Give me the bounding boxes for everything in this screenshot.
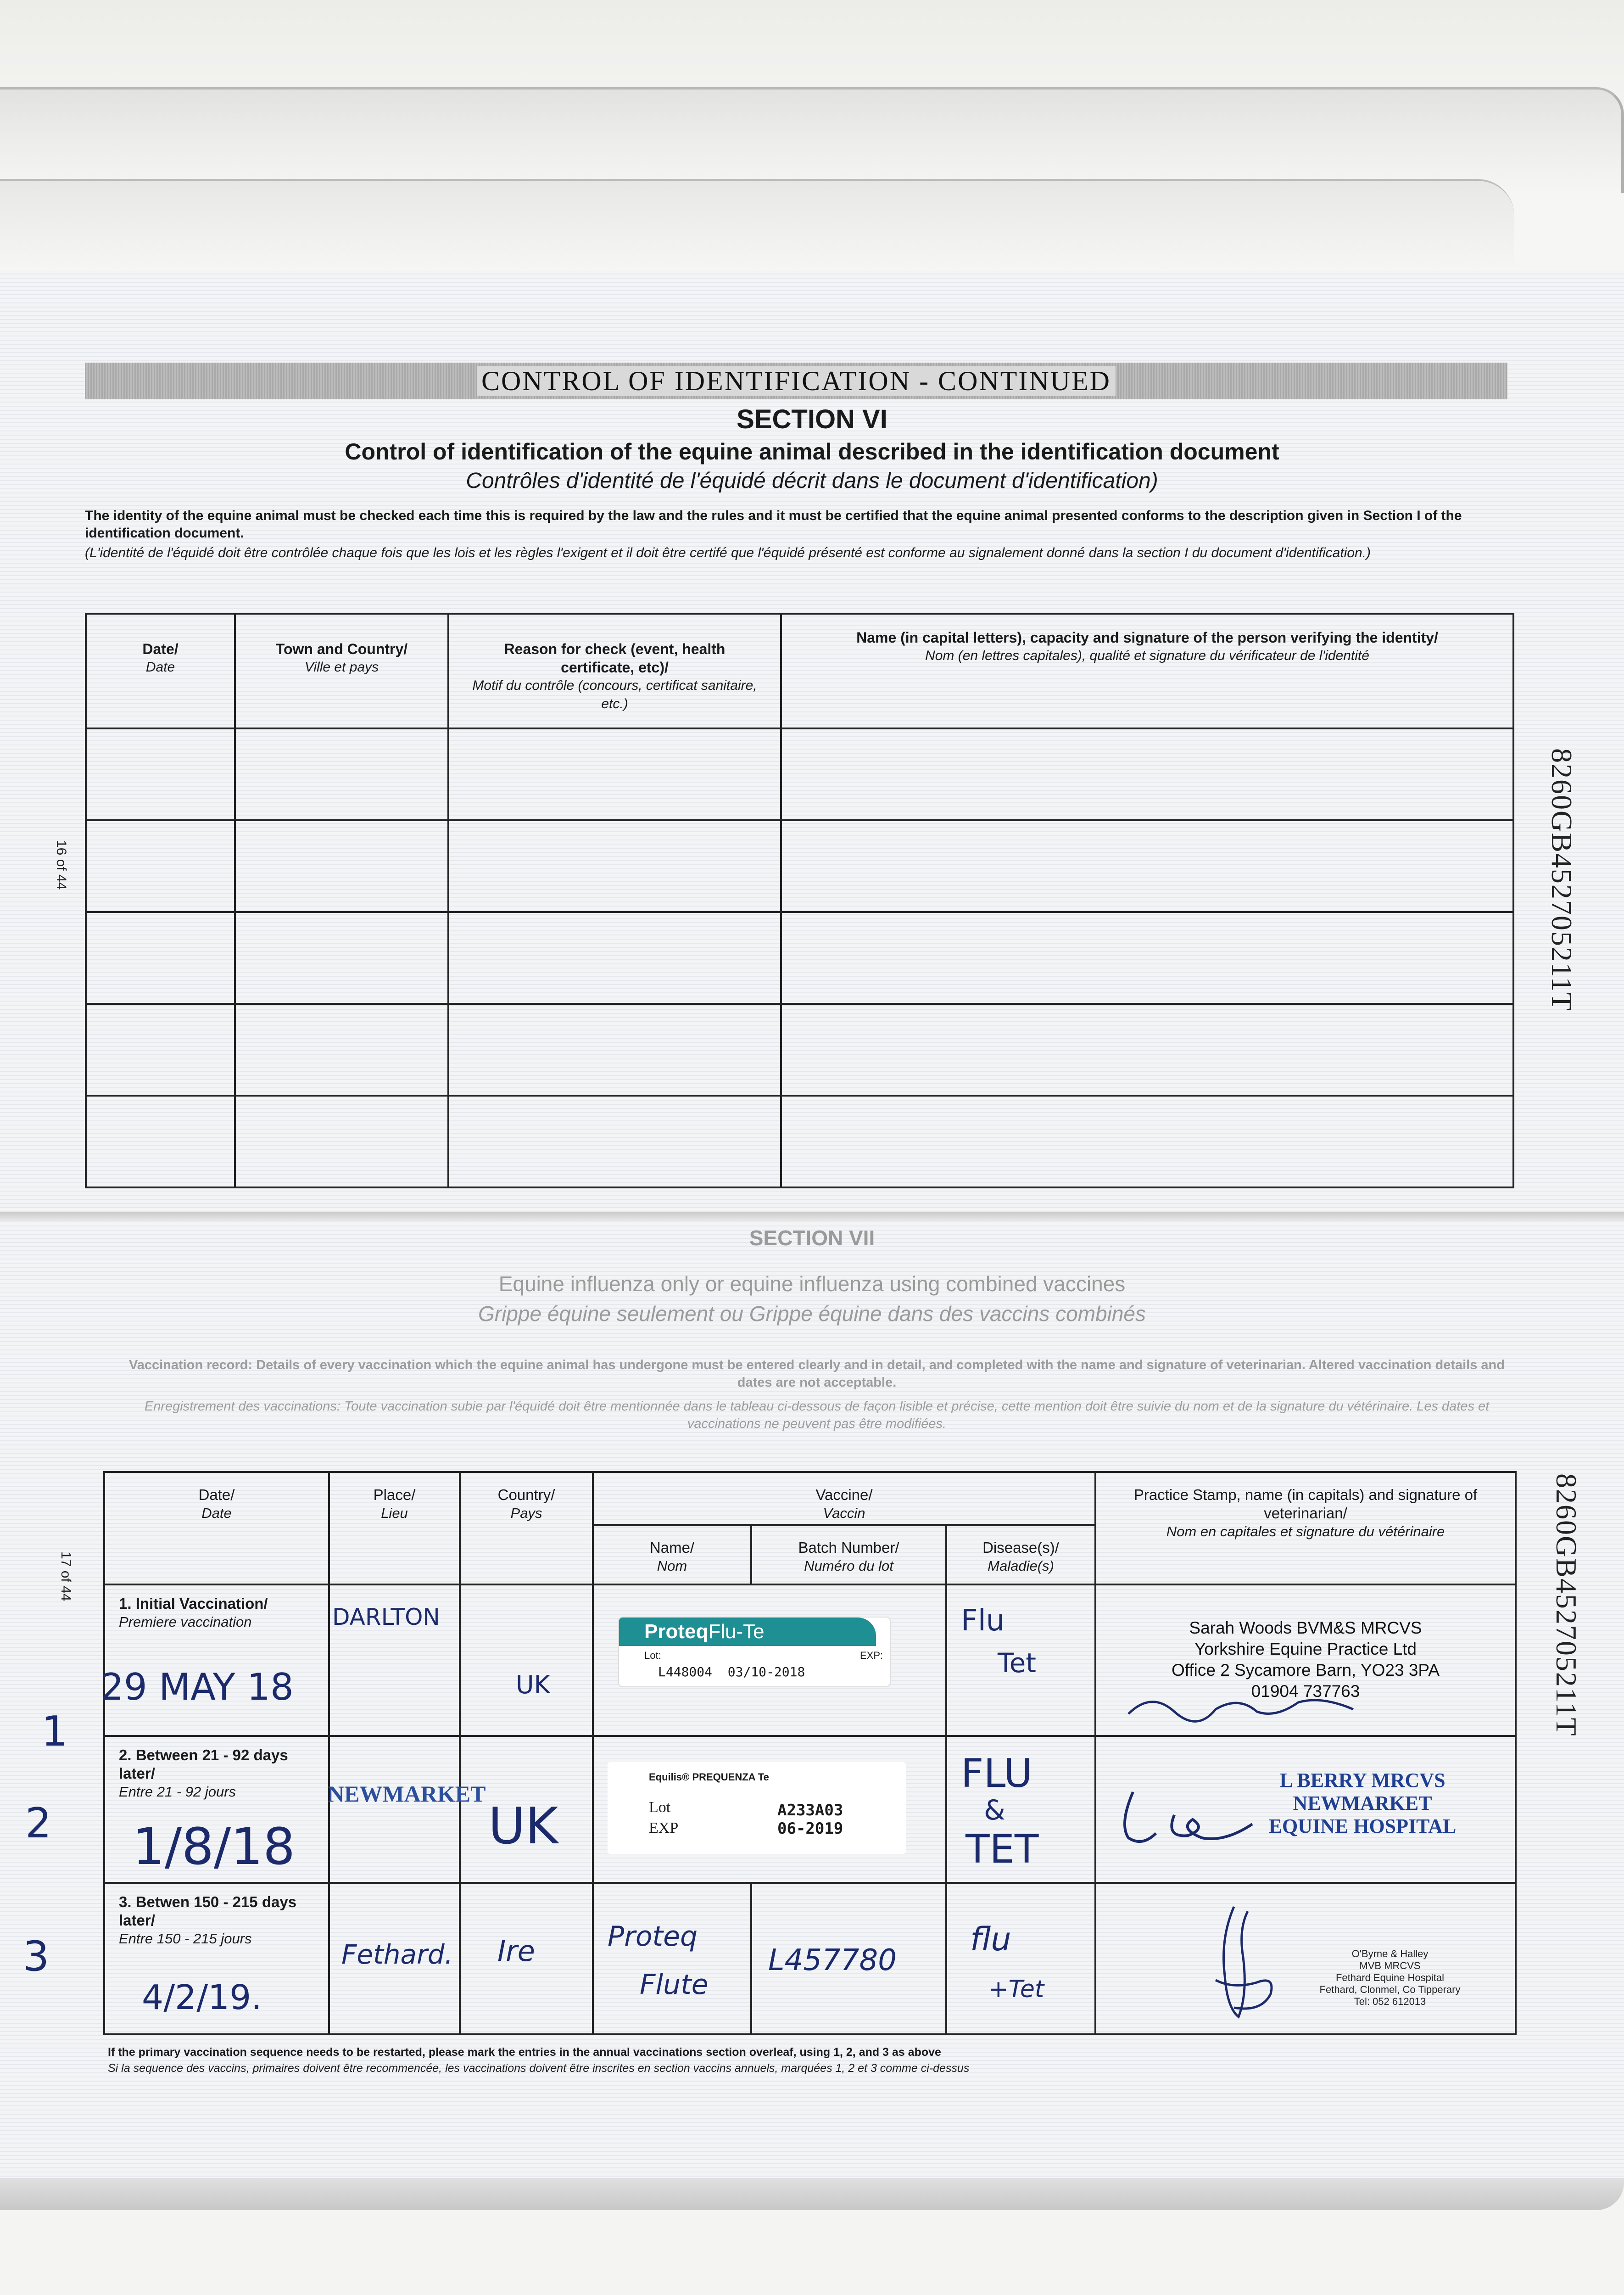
cell-disease[interactable]: flu +Tet (946, 1883, 1095, 2034)
cell-date[interactable] (86, 912, 235, 1004)
handwritten-country: UK (488, 1797, 558, 1855)
handwritten-country: UK (516, 1670, 550, 1699)
handwritten-place: DARLTON (332, 1604, 440, 1630)
table-row (86, 820, 1513, 912)
section-vii-intro-fr: Enregistrement des vaccinations: Toute vaccination subie par l'équidé doit être mentionnée dans le tableau ci-dessous de façon lisible et précise, cette mention doit être suivie du nom et de la signature du vétérinaire. Les dates et vaccinations ne peuvent pas être modifiées. (144, 1399, 1490, 1431)
passport-serial-top: 8260GB452705211T (1546, 748, 1578, 1012)
col-place: Place/ Lieu (329, 1472, 460, 1584)
col-reason: Reason for check (event, health certificate, etc)/ Motif du contrôle (concours, certificat sanitaire, etc.) (448, 614, 781, 728)
cell-vaccine-label[interactable] (593, 1584, 946, 1736)
cell-practice[interactable] (1095, 1883, 1516, 2034)
cell-reason[interactable] (448, 728, 781, 820)
cell-vaccine-label[interactable] (593, 1736, 946, 1883)
cell-town[interactable] (235, 728, 448, 820)
cell-disease[interactable]: FLU & TET (946, 1736, 1095, 1883)
section-vi-intro-fr: (L'identité de l'équidé doit être contrôlée chaque fois que les lois et les règles l'exigent et il doit être certifé que l'équidé présenté est conforme au signalement donné dans la section I du document d'identification.) (85, 545, 1371, 560)
cell-verifier[interactable] (781, 820, 1513, 912)
col-vaccine-name: Name/ Nom (593, 1525, 751, 1584)
cell-verifier[interactable] (781, 1004, 1513, 1096)
handwritten-date: 1/8/18 (133, 1817, 296, 1876)
plastic-sleeve-inner-edge (0, 179, 1514, 271)
table-row (86, 728, 1513, 820)
page-bottom-edge (0, 2178, 1624, 2210)
table-row (104, 1584, 1516, 1736)
cell-town[interactable] (235, 1004, 448, 1096)
newmarket-hospital-stamp: L BERRY MRCVS NEWMARKET EQUINE HOSPITAL (1268, 1769, 1457, 1837)
practice-stamp-1: Sarah Woods BVM&S MRCVS Yorkshire Equine Practice Ltd Office 2 Sycamore Barn, YO23 3PA 01904 737763 (1171, 1618, 1440, 1701)
banner-text: CONTROL OF IDENTIFICATION - CONTINUED (477, 366, 1116, 396)
table-row (86, 1004, 1513, 1096)
cell-reason[interactable] (448, 912, 781, 1004)
table-row (104, 1883, 1516, 2034)
col-date: Date/ Date (86, 614, 235, 728)
col-vaccine: Vaccine/ Vaccin (593, 1472, 1095, 1525)
table-header-row (104, 1472, 1516, 1525)
cell-date[interactable] (86, 1004, 235, 1096)
handwritten-date: 4/2/19. (142, 1978, 262, 2017)
handwritten-place: Fethard. (341, 1939, 453, 1970)
cell-date[interactable] (86, 1096, 235, 1187)
margin-number-2: 2 (25, 1799, 52, 1847)
col-town-country: Town and Country/ Ville et pays (235, 614, 448, 728)
handwritten-date: 29 MAY 18 (100, 1666, 294, 1708)
cell-country[interactable] (460, 1584, 593, 1736)
section-vi-title-fr: Contrôles d'identité de l'équidé décrit dans le document d'identification) (466, 469, 1158, 493)
handwritten-country: Ire (497, 1934, 535, 1968)
cell-date[interactable] (86, 820, 235, 912)
col-practice: Practice Stamp, name (in capitals) and signature of veterinarian/ Nom en capitales et signature du vétérinaire (1095, 1472, 1516, 1584)
section-vi-intro-en: The identity of the equine animal must be checked each time this is required by the law and the rules and it must be certified that the equine animal presented conforms to the description given in Section I of the identification document. (85, 508, 1462, 541)
cell-reason[interactable] (448, 1004, 781, 1096)
cell-vaccine-name[interactable]: Proteq Flute (593, 1883, 751, 2034)
cell-place[interactable] (328, 1736, 486, 1883)
cell-verifier[interactable] (781, 728, 1513, 820)
vet-signature-1 (1124, 1686, 1362, 1728)
cell-town[interactable] (235, 1096, 448, 1187)
cell-place[interactable] (329, 1584, 460, 1736)
cell-date[interactable]: 2. Between 21 - 92 days later/ Entre 21 - 92 jours 1/8/18 (104, 1736, 329, 1883)
cell-reason[interactable] (448, 1096, 781, 1187)
table-header-row (86, 614, 1513, 728)
section-vii-heading: SECTION VII (749, 1226, 875, 1250)
cell-verifier[interactable] (781, 1096, 1513, 1187)
cell-verifier[interactable] (781, 912, 1513, 1004)
page-number-17: 17 of 44 (58, 1551, 73, 1601)
vet-signature-2 (1115, 1783, 1261, 1852)
page-number-16: 16 of 44 (54, 840, 69, 890)
identity-check-table (85, 613, 1514, 1188)
cell-town[interactable] (235, 820, 448, 912)
handwritten-batch: L457780 (768, 1943, 897, 1977)
plastic-sleeve-edge (0, 87, 1624, 193)
cell-date[interactable]: 1. Initial Vaccination/ Premiere vaccination 29 MAY 18 (104, 1584, 329, 1736)
proteq-vaccine-sticker: ProteqFlu-Te Lot: EXP: L448004 03/10-2018 (619, 1618, 890, 1686)
margin-number-3: 3 (23, 1932, 50, 1981)
continued-banner (85, 363, 1507, 399)
vaccination-table (100, 1471, 1517, 2035)
table-row (104, 1736, 1516, 1883)
passport-serial-bottom: 8260GB452705211T (1550, 1473, 1583, 1737)
cell-practice[interactable] (1095, 1584, 1516, 1736)
cell-batch-number[interactable] (751, 1883, 946, 2034)
cell-country[interactable] (460, 1736, 593, 1883)
section-vii-intro-en: Vaccination record: Details of every vaccination which the equine animal has undergone must be entered clearly and in detail, and completed with the name and signature of veterinarian. Altered vaccination details and dates are not acceptable. (129, 1358, 1505, 1390)
section-vii-title-fr: Grippe équine seulement ou Grippe équine dans des vaccins combinés (478, 1302, 1146, 1326)
col-disease: Disease(s)/ Maladie(s) (946, 1525, 1095, 1584)
equilis-vaccine-sticker: Equilis® PREQUENZA Te Lot EXP A233A03 06-2019 (608, 1762, 906, 1854)
cell-date[interactable]: 3. Betwen 150 - 215 days later/ Entre 150 - 215 jours 4/2/19. (104, 1883, 329, 2034)
section-vi-title-en: Control of identification of the equine animal described in the identification document (345, 439, 1279, 465)
table-row (86, 1096, 1513, 1187)
section-vi-heading: SECTION VI (737, 404, 887, 434)
footnote-en: If the primary vaccination sequence needs to be restarted, please mark the entries in the annual vaccinations section overleaf, using 1, 2, and 3 as above (108, 2046, 941, 2059)
cell-date[interactable] (86, 728, 235, 820)
vet-signature-3 (1179, 1902, 1289, 2026)
footnote-fr: Si la sequence des vaccins, primaires doivent être recommencée, les vaccinations doivent être inscrites en section vaccins annuels, marquées 1, 2 et 3 comme ci-dessus (108, 2062, 970, 2075)
cell-town[interactable] (235, 912, 448, 1004)
cell-disease[interactable]: Flu Tet (946, 1584, 1095, 1736)
margin-number-1: 1 (41, 1707, 68, 1756)
cell-practice[interactable] (1095, 1736, 1516, 1883)
cell-country[interactable] (460, 1883, 593, 2034)
table-row (86, 912, 1513, 1004)
cell-place[interactable] (329, 1883, 460, 2034)
section-vii-title-en: Equine influenza only or equine influenza using combined vaccines (498, 1272, 1126, 1296)
col-date: Date/ Date (104, 1472, 329, 1584)
col-verifier: Name (in capital letters), capacity and signature of the person verifying the identity/ Nom (en lettres capitales), qualité et signature du vérificateur de l'identité (781, 614, 1513, 728)
fethard-hospital-stamp: O'Byrne & Halley MVB MRCVS Fethard Equine Hospital Fethard, Clonmel, Co Tipperary Tel: 052 612013 (1319, 1948, 1461, 2007)
cell-reason[interactable] (448, 820, 781, 912)
col-country: Country/ Pays (460, 1472, 593, 1584)
stamped-place: NEWMARKET (328, 1781, 486, 1807)
col-batch-number: Batch Number/ Numéro du lot (751, 1525, 946, 1584)
